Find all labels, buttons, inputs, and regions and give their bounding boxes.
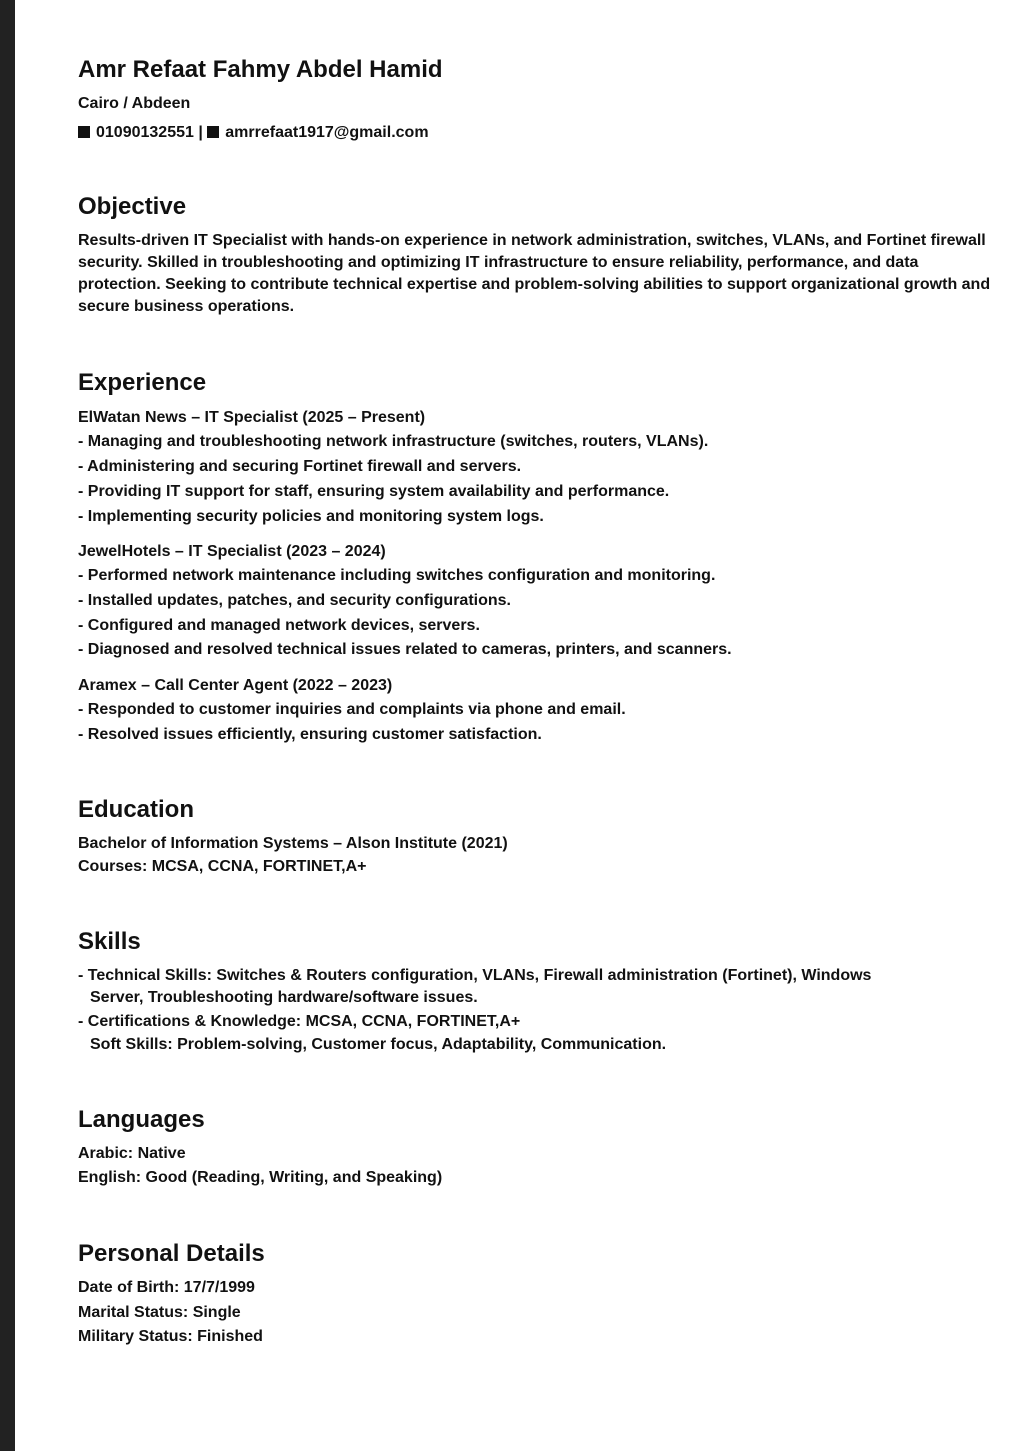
phone: 01090132551 (96, 124, 194, 141)
personal-line: Date of Birth: 17/7/1999 (78, 1279, 255, 1296)
job-bullet: - Responded to customer inquiries and complaints via phone and email. (78, 701, 626, 718)
job-bullet: - Resolved issues efficiently, ensuring customer satisfaction. (78, 726, 542, 743)
job-heading: JewelHotels – IT Specialist (2023 – 2024) (78, 543, 386, 560)
language-line: English: Good (Reading, Writing, and Speaking) (78, 1169, 443, 1186)
job-bullet: - Installed updates, patches, and security configurations. (78, 592, 511, 609)
job-bullet: - Performed network maintenance including switches configuration and monitoring. (78, 567, 716, 584)
job-bullet: - Implementing security policies and monitoring system logs. (78, 508, 544, 525)
skills-line: - Technical Skills: Switches & Routers configuration, VLANs, Firewall administration (Fortinet), Windows (78, 967, 872, 984)
job-bullet: - Configured and managed network devices, servers. (78, 617, 480, 634)
personal-heading: Personal Details (78, 1240, 265, 1267)
job-bullet: - Diagnosed and resolved technical issues related to cameras, printers, and scanners. (78, 641, 732, 658)
skills-line: Soft Skills: Problem-solving, Customer focus, Adaptability, Communication. (90, 1036, 667, 1053)
job-heading: Aramex – Call Center Agent (2022 – 2023) (78, 677, 393, 694)
skills-heading: Skills (78, 928, 141, 955)
personal-line: Marital Status: Single (78, 1304, 241, 1321)
location: Cairo / Abdeen (78, 95, 191, 112)
language-line: Arabic: Native (78, 1145, 186, 1162)
email[interactable]: amrrefaat1917@gmail.com (225, 124, 429, 141)
education-heading: Education (78, 796, 195, 823)
skills-line: - Certifications & Knowledge: MCSA, CCNA, FORTINET,A+ (78, 1013, 521, 1030)
phone-icon (78, 126, 90, 138)
email-icon (207, 126, 219, 138)
job-heading: ElWatan News – IT Specialist (2025 – Present) (78, 409, 426, 426)
objective-heading: Objective (78, 193, 187, 220)
job-bullet: - Managing and troubleshooting network infrastructure (switches, routers, VLANs). (78, 433, 709, 450)
contact-line (78, 124, 429, 142)
job-bullet: - Administering and securing Fortinet firewall and servers. (78, 458, 522, 475)
candidate-name: Amr Refaat Fahmy Abdel Hamid (78, 56, 443, 83)
separator: | (198, 124, 203, 141)
education-line: Bachelor of Information Systems – Alson Institute (2021) (78, 835, 508, 852)
job-bullet: - Providing IT support for staff, ensuring system availability and performance. (78, 483, 670, 500)
education-line: Courses: MCSA, CCNA, FORTINET,A+ (78, 858, 367, 875)
personal-line: Military Status: Finished (78, 1328, 263, 1345)
left-edge-bar (0, 0, 15, 1451)
experience-heading: Experience (78, 369, 207, 396)
skills-line: Server, Troubleshooting hardware/software issues. (90, 989, 478, 1006)
languages-heading: Languages (78, 1106, 205, 1133)
objective-text: Results-driven IT Specialist with hands-on experience in network administration, switches, VLANs, and Fortinet firewall security. Skilled in troubleshooting and optimizing IT infrastructure to ensure reliability, performance, and data protection. Seeking to contribute technical expertise and problem-solving abilities to support organizational growth and secure business operations. (78, 232, 991, 315)
